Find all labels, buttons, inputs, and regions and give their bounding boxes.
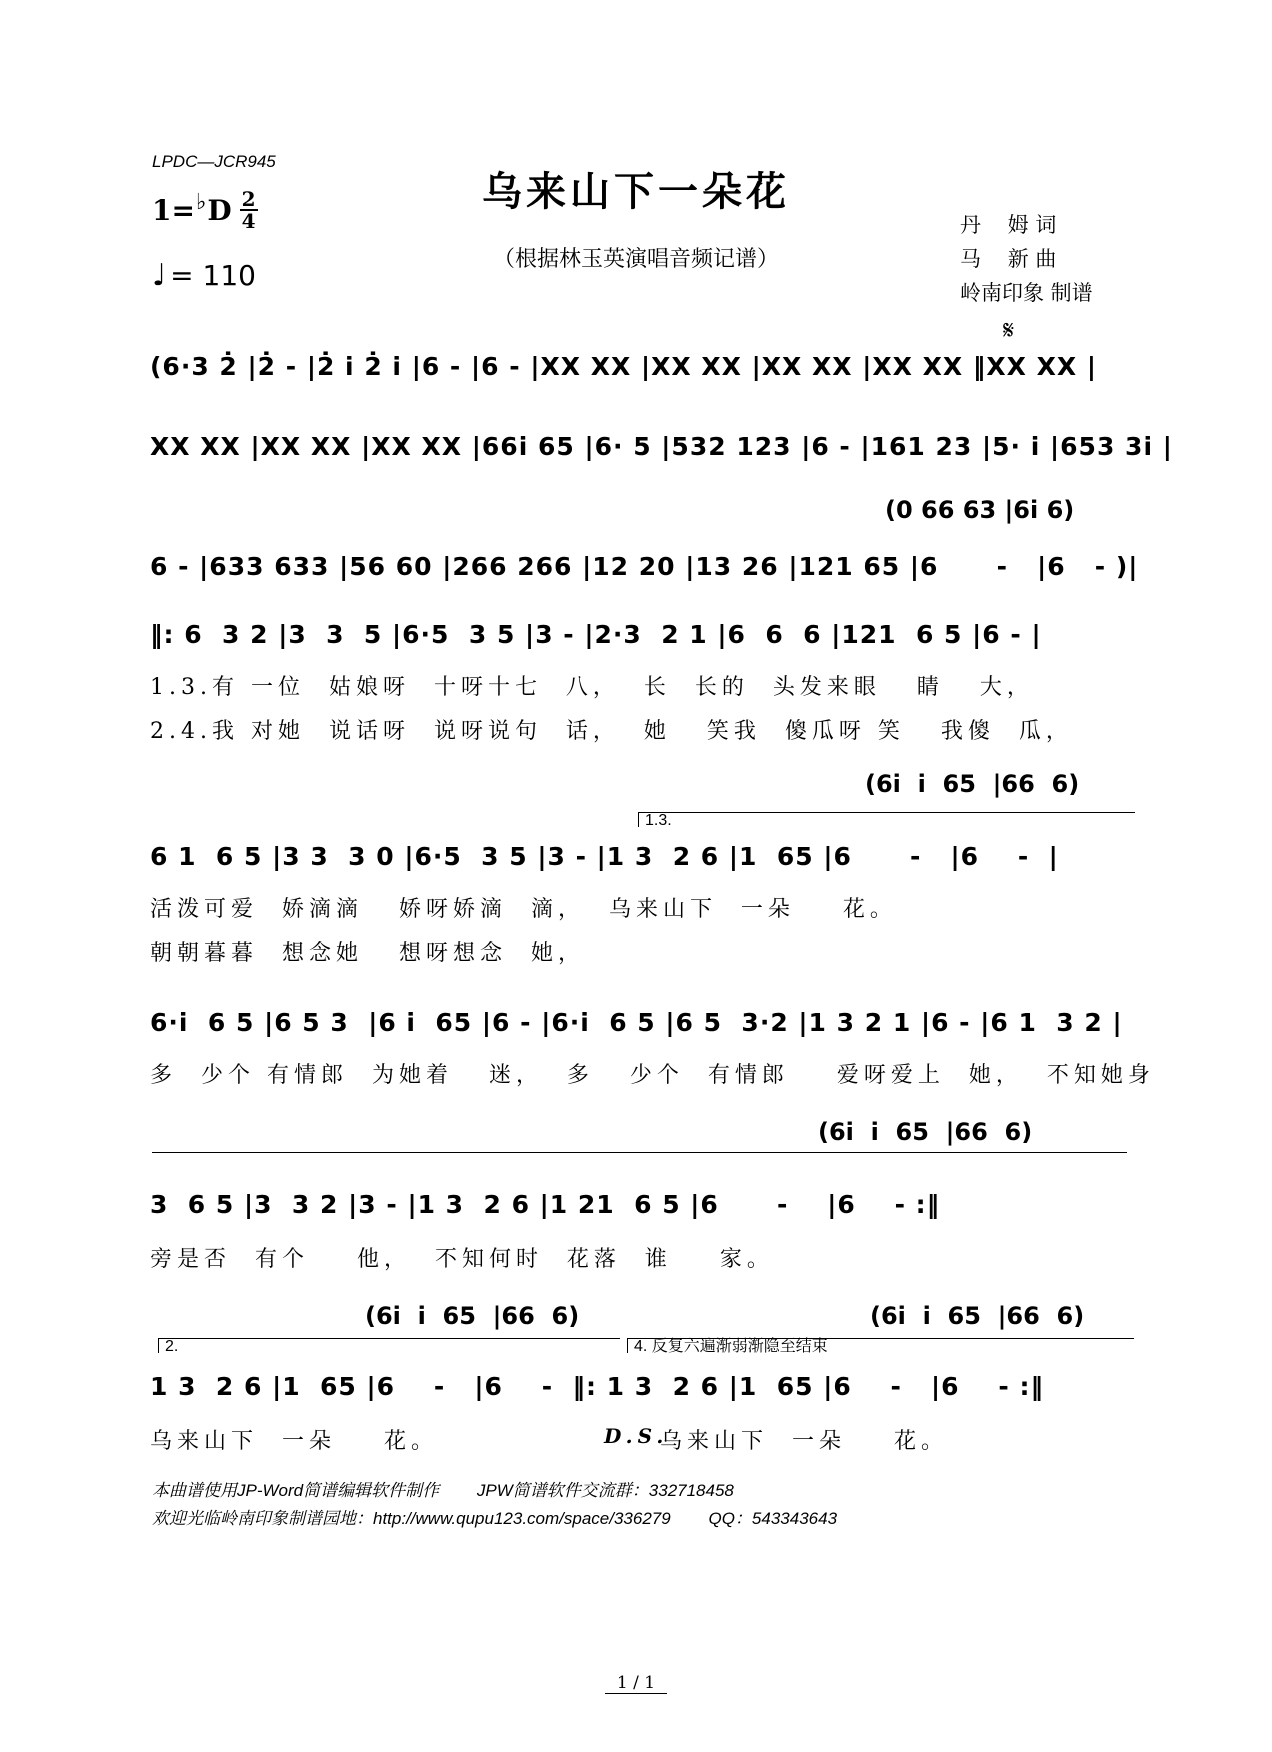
time-top: 2 [241, 187, 256, 211]
prelude-8b: (6i i 65 |66 6) [870, 1302, 1085, 1330]
tempo-value: = 110 [170, 259, 256, 292]
volta-1-3: 1.3. [638, 812, 1135, 827]
lyric-line-8b: 乌来山下 一朵 花。 [660, 1429, 948, 1454]
footer-line-2: 欢迎光临岭南印象制谱园地：http://www.qupu123.com/space/336279 QQ：543343643 [152, 1509, 838, 1528]
lyric-line-6: 多 少个 有情郎 为她着 迷， 多 少个 有情郎 爱呀爱上 她， 不知她身 [150, 1063, 1155, 1088]
volta-4: 4. 反复六遍渐弱渐隐至结束 [627, 1338, 1134, 1353]
score-line-8: 1 3 2 6 |1 65 |6 - |6 - ‖: 1 3 2 6 |1 65 |6 - |6 - :‖ [150, 1372, 1044, 1401]
score-line-7: 3 6 5 |3 3 2 |3 - |1 3 2 6 |1 21 6 5 |6 - |6 - :‖ [150, 1190, 941, 1219]
page-number-text: 1 / 1 [605, 1673, 667, 1694]
prelude-8a: (6i i 65 |66 6) [365, 1302, 580, 1330]
lyric-line-8a: 乌来山下 一朵 花。 [150, 1429, 438, 1454]
score-line-4: ‖: 6 3 2 |3 3 5 |6·5 3 5 |3 - |2·3 2 1 |6 6 6 |121 6 5 |6 - | [150, 620, 1042, 649]
quarter-note-icon: ♩ [152, 258, 167, 293]
score-line-5: 6 1 6 5 |3 3 3 0 |6·5 3 5 |3 - |1 3 2 6 |1 65 |6 - |6 - | [150, 842, 1059, 871]
composer: 马 新 曲 [960, 247, 1057, 271]
volta-2: 2. [158, 1338, 620, 1353]
prelude-3: (0 66 63 |6i 6) [885, 496, 1075, 524]
lyric-line-4a: 1.3.有 一位 姑娘呀 十呀十七 八， 长 长的 头发来眼 睛 大， [150, 675, 1034, 700]
page-number [0, 1673, 1272, 1693]
key-note: D [207, 193, 232, 227]
segno-icon: 𝄋 [1003, 316, 1015, 346]
score-line-3: 6 - |633 633 |56 60 |266 266 |12 20 |13 26 |121 65 |6 - |6 - )| [150, 552, 1139, 581]
tempo-marking [152, 258, 256, 293]
credits [960, 208, 1093, 310]
score-line-2: XX XX |XX XX |XX XX |66i 65 |6· 5 |532 123 |6 - |161 23 |5· i |653 3i | [150, 432, 1173, 461]
staff-rule-7 [152, 1152, 1127, 1153]
prelude-7: (6i i 65 |66 6) [818, 1118, 1033, 1146]
flat-icon: ♭ [195, 189, 207, 215]
arranger: 岭南印象 制谱 [960, 281, 1093, 305]
score-code: LPDC—JCR945 [152, 152, 276, 171]
score-line-1: (6·3 2̇ |2̇ - |2̇ i 2̇ i |6 - |6 - |XX XX |XX XX |XX XX |XX XX ‖XX XX | [150, 352, 1098, 381]
lyric-line-5a: 活泼可爱 娇滴滴 娇呀娇滴 滴， 乌来山下 一朵 花。 [150, 897, 897, 922]
prelude-5: (6i i 65 |66 6) [865, 770, 1080, 798]
lyric-line-4b: 2.4.我 对她 说话呀 说呀说句 话， 她 笑我 傻瓜呀 笑 我傻 瓜， [150, 719, 1073, 744]
song-title: 乌来山下一朵花 [482, 168, 790, 215]
lyricist: 丹 姆 词 [960, 213, 1057, 237]
key-prefix: 1= [152, 193, 195, 227]
lyric-line-5b: 朝朝暮暮 想念她 想呀想念 她， [150, 941, 585, 966]
song-subtitle: （根据林玉英演唱音频记谱） [492, 247, 779, 272]
lyric-line-7: 旁是否 有个 他， 不知何时 花落 谁 家。 [150, 1247, 774, 1272]
time-signature [240, 187, 258, 233]
time-bottom: 4 [241, 209, 256, 233]
dal-segno-label: D.S. [604, 1424, 669, 1448]
key-signature [152, 187, 258, 233]
score-line-6: 6·i 6 5 |6 5 3 |6 i 65 |6 - |6·i 6 5 |6 5 3·2 |1 3 2 1 |6 - |6 1 3 2 | [150, 1008, 1123, 1037]
footer-line-1: 本曲谱使用JP-Word简谱编辑软件制作 JPW简谱软件交流群：332718458 [152, 1481, 734, 1500]
